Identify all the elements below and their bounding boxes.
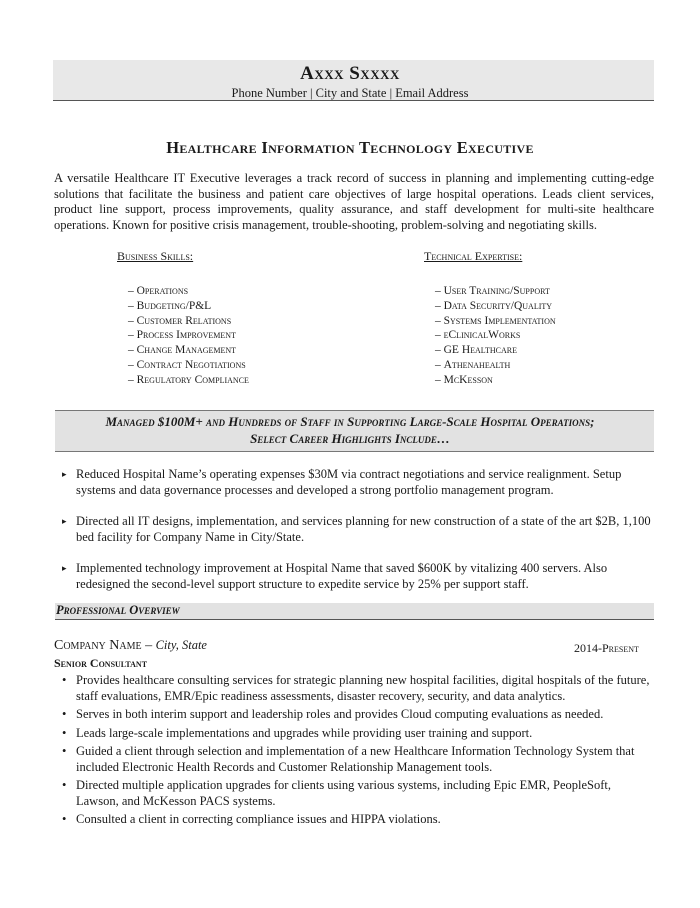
responsibility-text: Directed multiple application upgrades for clients using various systems, including Epic EMR, PeopleSoft, Lawson, and McKesson PACS systems. bbox=[76, 778, 611, 808]
list-item bbox=[62, 726, 656, 742]
business-skills-list bbox=[117, 284, 249, 388]
separator: – bbox=[145, 638, 156, 653]
list-item bbox=[62, 673, 656, 704]
list-item: – Change Management bbox=[128, 343, 249, 358]
bullet-icon: • bbox=[62, 725, 67, 740]
job-title: Senior Consultant bbox=[54, 656, 148, 670]
employment-dates: 2014-Present bbox=[574, 641, 639, 655]
contact-line: Phone Number | City and State | Email Address bbox=[231, 86, 469, 100]
highlight-text: Implemented technology improvement at Hospital Name that saved $600K by vitalizing 400 servers. Also redesigned the second-level support structure to expedite service by 25% per support staff. bbox=[76, 561, 608, 591]
highlight-text: Reduced Hospital Name’s operating expenses $30M via contract negotiations and service realignment. Setup systems and data governance processes and developed a strong portfolio management program. bbox=[76, 467, 622, 497]
responsibility-text: Guided a client through selection and implementation of a new Healthcare Information Technology System that included Electronic Health Records and Customer Relationship Management tools. bbox=[76, 744, 635, 774]
company-line bbox=[54, 638, 207, 654]
company-name: Company Name bbox=[54, 638, 142, 653]
list-item: – eClinicalWorks bbox=[435, 328, 556, 343]
list-item bbox=[62, 744, 656, 775]
banner-line-2: Select Career Highlights Include… bbox=[250, 431, 450, 446]
section-title-professional-overview: Professional Overview bbox=[56, 603, 180, 617]
resume-headline: Healthcare Information Technology Executive bbox=[166, 138, 534, 157]
list-item bbox=[62, 707, 656, 723]
list-item bbox=[62, 466, 662, 498]
list-item: – Athenahealth bbox=[435, 358, 556, 373]
career-highlights bbox=[62, 466, 662, 607]
list-item bbox=[62, 560, 662, 592]
highlight-text: Directed all IT designs, implementation, and services planning for new construction of a state of the art $2B, 1,100 bed facility for Company Name in City/State. bbox=[76, 514, 651, 544]
arrow-bullet-icon: ▸ bbox=[62, 469, 67, 479]
list-item: – Operations bbox=[128, 284, 249, 299]
bullet-icon: • bbox=[62, 673, 67, 687]
list-item: – Data Security/Quality bbox=[435, 299, 556, 314]
technical-expertise bbox=[424, 249, 556, 388]
banner-line-1: Managed $100M+ and Hundreds of Staff in Supporting Large-Scale Hospital Operations; bbox=[105, 414, 595, 429]
technical-expertise-title: Technical Expertise: bbox=[424, 249, 523, 263]
list-item: – Systems Implementation bbox=[435, 314, 556, 329]
summary-paragraph: A versatile Healthcare IT Executive leverages a track record of success in planning and implementing cutting-edge solutions that facilitate the business and patient care objectives of large hospital operations. Leads client services, product line support, process improvements, quality assurance, and staff development for multi-site healthcare operations. Known for positive crisis management, trouble-shooting, problem-solving and negotiating skills. bbox=[54, 171, 654, 232]
bullet-icon: • bbox=[62, 778, 67, 792]
list-item: – User Training/Support bbox=[435, 284, 556, 299]
company-location: City, State bbox=[155, 638, 207, 652]
responsibility-text: Serves in both interim support and leadership roles and provides Cloud computing evaluations as needed. bbox=[76, 707, 604, 721]
technical-expertise-list bbox=[424, 284, 556, 388]
bullet-icon: • bbox=[62, 812, 67, 826]
list-item: – Budgeting/P&L bbox=[128, 299, 249, 314]
list-item: – Contract Negotiations bbox=[128, 358, 249, 373]
bullet-icon: • bbox=[62, 707, 67, 721]
business-skills-title: Business Skills: bbox=[117, 249, 194, 263]
list-item: – Regulatory Compliance bbox=[128, 373, 249, 388]
candidate-name: Axxx Sxxxx bbox=[300, 63, 400, 84]
responsibility-text: Provides healthcare consulting services for strategic planning new hospital facilities, digital hospitals of the future, staff evaluations, EMR/Epic readiness assessments, disaster recovery, security, and data analytics. bbox=[76, 673, 650, 703]
list-item bbox=[62, 513, 662, 545]
responsibility-text: Consulted a client in correcting compliance issues and HIPPA violations. bbox=[76, 812, 441, 826]
list-item: – GE Healthcare bbox=[435, 343, 556, 358]
responsibility-text: Leads large-scale implementations and upgrades while providing user training and support. bbox=[76, 725, 533, 740]
list-item bbox=[62, 778, 656, 809]
business-skills bbox=[117, 249, 249, 388]
list-item: – McKesson bbox=[435, 373, 556, 388]
arrow-bullet-icon: ▸ bbox=[62, 563, 67, 573]
list-item: – Customer Relations bbox=[128, 314, 249, 329]
bullet-icon: • bbox=[62, 744, 67, 758]
list-item bbox=[62, 812, 656, 828]
job-responsibilities bbox=[62, 673, 656, 831]
arrow-bullet-icon: ▸ bbox=[62, 516, 67, 526]
list-item: – Process Improvement bbox=[128, 328, 249, 343]
